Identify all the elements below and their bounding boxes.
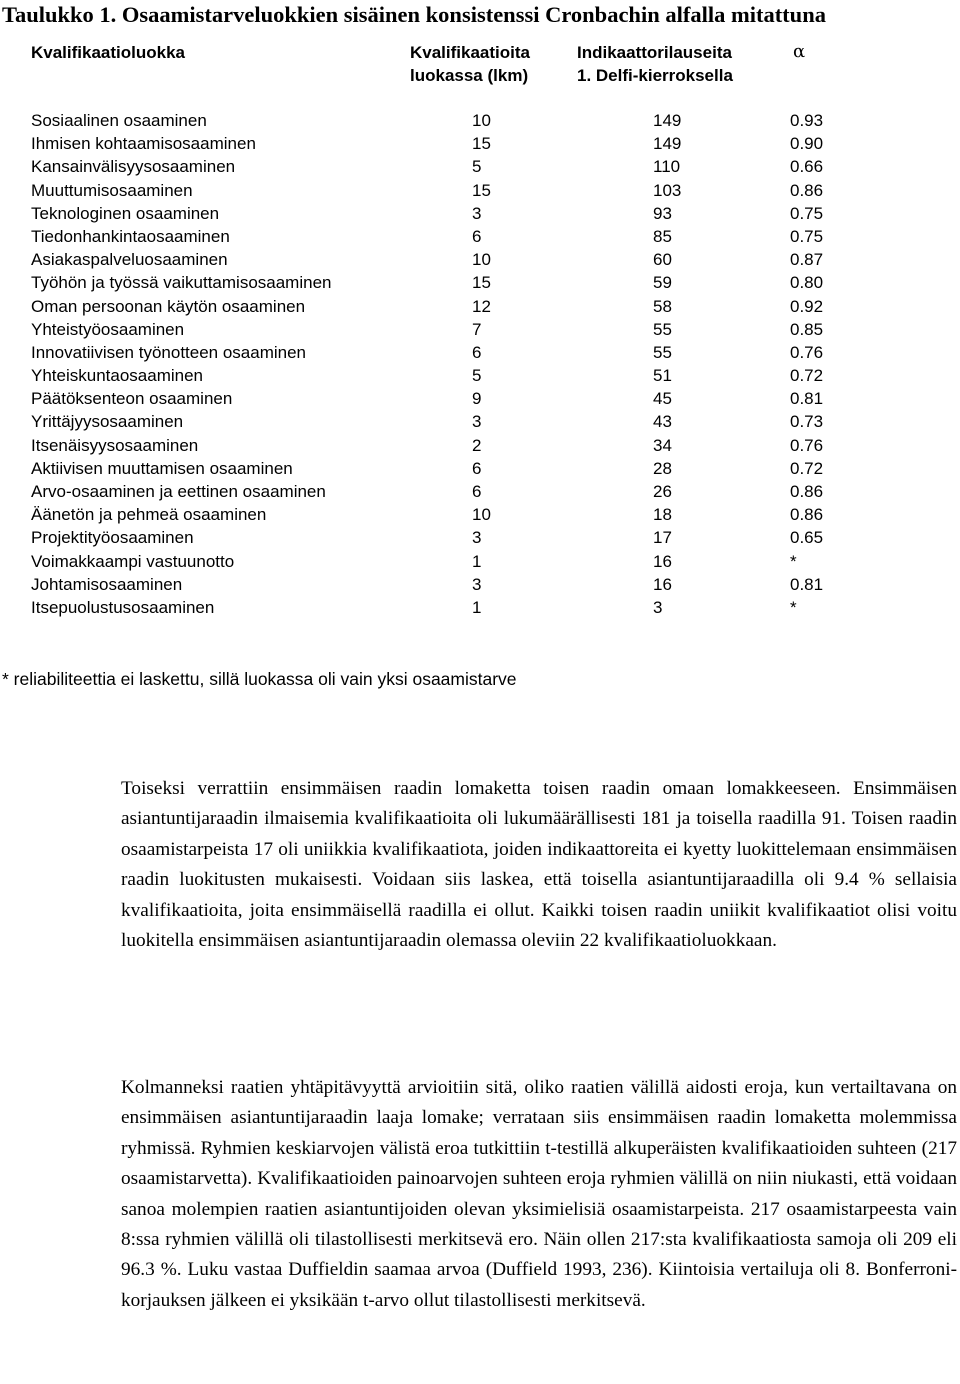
cell-indicators: 58 (653, 296, 672, 316)
table-row (0, 364, 960, 387)
table-body (0, 109, 960, 619)
cell-name: Itsepuolustusosaaminen (31, 597, 215, 617)
table-row (0, 271, 960, 294)
cell-indicators: 26 (653, 482, 672, 501)
cell-alpha: 0.75 (790, 203, 824, 223)
cell-name: Teknologinen osaaminen (31, 203, 220, 223)
cell-indicators: 110 (653, 157, 681, 177)
cell-alpha: 0.85 (790, 319, 824, 339)
cell-name: Työhön ja työssä vaikuttamisosaaminen (31, 273, 332, 293)
cell-name: Ihmisen kohtaamisosaaminen (31, 134, 256, 154)
cell-indicators: 149 (653, 134, 682, 154)
cell-indicators: 93 (653, 203, 672, 223)
cell-indicators: 59 (653, 273, 672, 293)
cell-indicators: 43 (653, 412, 672, 432)
cell-name: Yhteiskuntaosaaminen (31, 366, 204, 386)
cell-alpha: 0.72 (790, 366, 824, 386)
table-row (0, 109, 960, 132)
table-row (0, 295, 960, 318)
cell-count: 6 (472, 458, 482, 478)
cell-count: 2 (472, 435, 482, 455)
cell-count: 3 (472, 574, 482, 594)
cell-indicators: 16 (653, 551, 672, 571)
cell-alpha: 0.81 (790, 574, 824, 594)
cell-alpha: 0.75 (790, 226, 824, 246)
cell-indicators: 45 (653, 389, 672, 409)
cell-name: Voimakkaampi vastuunotto (31, 551, 235, 571)
table-row (0, 573, 960, 596)
cell-name: Kansainvälisyysosaaminen (31, 157, 236, 177)
table-row (0, 318, 960, 341)
cell-alpha: 0.73 (790, 412, 824, 432)
cell-alpha: 0.65 (790, 528, 824, 548)
cell-count: 12 (472, 296, 491, 316)
cell-count: 3 (472, 412, 482, 432)
header-class: Kvalifikaatioluokka (31, 43, 186, 62)
cell-name: Yrittäjyysosaaminen (31, 412, 184, 432)
table-row (0, 596, 960, 619)
cell-count: 10 (472, 505, 491, 525)
table-row (0, 526, 960, 549)
cell-indicators: 28 (653, 458, 672, 478)
cell-count: 15 (472, 273, 491, 293)
cell-indicators: 103 (653, 180, 682, 200)
cell-count: 5 (472, 157, 482, 177)
cell-name: Muuttumisosaaminen (31, 180, 193, 200)
cell-count: 3 (472, 203, 482, 223)
cell-indicators: 85 (653, 226, 672, 246)
cell-indicators: 18 (653, 505, 672, 525)
cell-alpha: 0.81 (790, 389, 824, 409)
cell-indicators: 149 (653, 111, 682, 130)
cell-count: 6 (472, 482, 482, 501)
paragraph-1: Toiseksi verrattiin ensimmäisen raadin lomaketta toisen raadin omaan lomakkeeseen. Ensimmäisen asiantuntijaraadin ilmaisemia kvalifikaatioita oli lukumäärällisesti 181 ja toisella raadilla 91. Toisen raadin osaamistarpeista 17 oli uniikkia kvalifikaatiota, joiden indikaattoreita ei kyetty luokittelemaan ensimmäisen raadin luokitusten mukaisesti. Voidaan siis laskea, että toisella asiantuntijaraadilla oli 9.4 % sellaisia kvalifikaatioita, joita ensimmäisellä raadilla ei ollut. Kaikki toisen raadin uniikit kvalifikaatiot olisi voitu luokitella ensimmäisen asiantuntijaraadin olemassa oleviin 22 kvalifikaatioluokkaan. (121, 778, 957, 952)
cell-count: 1 (472, 597, 482, 617)
table-row (0, 503, 960, 526)
header-count-line2: luokassa (lkm) (410, 66, 529, 85)
table-row (0, 132, 960, 155)
cell-name: Innovatiivisen työnotteen osaaminen (31, 342, 307, 362)
cell-count: 7 (472, 319, 482, 339)
cell-alpha: 0.86 (790, 505, 824, 525)
cell-count: 3 (472, 528, 482, 548)
cell-name: Itsenäisyysosaaminen (31, 435, 199, 455)
table-row (0, 480, 960, 503)
cell-count: 9 (472, 389, 482, 409)
table-caption: Taulukko 1. Osaamistarveluokkien sisäinen konsistenssi Cronbachin alfalla mitattuna (2, 2, 826, 27)
cell-alpha: 0.66 (790, 157, 824, 177)
cell-alpha: 0.92 (790, 296, 824, 316)
cell-indicators: 16 (653, 574, 672, 594)
header-alpha: α (793, 41, 806, 62)
cell-alpha: 0.76 (790, 342, 824, 362)
cell-indicators: 55 (653, 319, 672, 339)
cell-alpha: 0.90 (790, 134, 824, 154)
table-row (0, 457, 960, 480)
cell-indicators: 34 (653, 435, 672, 455)
table-row (0, 434, 960, 457)
cell-indicators: 60 (653, 250, 672, 270)
cell-name: Asiakaspalveluosaaminen (31, 250, 228, 270)
header-count-line1: Kvalifikaatioita (410, 43, 530, 62)
cell-name: Yhteistyöosaaminen (31, 319, 185, 339)
cell-count: 15 (472, 180, 491, 200)
table-row (0, 341, 960, 364)
table-row (0, 225, 960, 248)
cell-alpha: * (790, 597, 797, 617)
cell-count: 10 (472, 111, 491, 130)
cell-count: 15 (472, 134, 491, 154)
footnote: * reliabiliteettia ei laskettu, sillä luokassa oli vain yksi osaamistarve (2, 669, 517, 689)
cell-name: Projektityöosaaminen (31, 528, 194, 548)
cell-count: 5 (472, 366, 482, 386)
cell-name: Arvo-osaaminen ja eettinen osaaminen (31, 482, 326, 501)
header-indicators-line1: Indikaattorilauseita (577, 43, 732, 62)
cell-name: Sosiaalinen osaaminen (31, 111, 207, 130)
table-row (0, 387, 960, 410)
cell-alpha: 0.87 (790, 250, 824, 270)
cell-name: Aktiivisen muuttamisen osaaminen (31, 458, 293, 478)
cell-alpha: 0.80 (790, 273, 824, 293)
cell-count: 6 (472, 226, 482, 246)
cell-count: 6 (472, 342, 482, 362)
cell-alpha: 0.93 (790, 111, 824, 130)
table-row (0, 202, 960, 225)
table-row (0, 155, 960, 178)
cell-alpha: 0.86 (790, 482, 824, 501)
cell-name: Oman persoonan käytön osaaminen (31, 296, 306, 316)
cell-indicators: 3 (653, 597, 663, 617)
cell-count: 10 (472, 250, 491, 270)
table-row (0, 550, 960, 573)
cell-alpha: 0.86 (790, 180, 824, 200)
table-row (0, 410, 960, 433)
header-indicators-line2: 1. Delfi-kierroksella (577, 66, 733, 85)
cell-name: Johtamisosaaminen (31, 574, 183, 594)
cell-name: Päätöksenteon osaaminen (31, 389, 233, 409)
cell-indicators: 17 (653, 528, 672, 548)
cell-indicators: 51 (653, 366, 672, 386)
cell-alpha: * (790, 551, 797, 571)
cell-count: 1 (472, 551, 482, 571)
table-row (0, 179, 960, 202)
table-row (0, 248, 960, 271)
cell-indicators: 55 (653, 342, 672, 362)
paragraph-2: Kolmanneksi raatien yhtäpitävyyttä arvioitiin sitä, oliko raatien välillä aidosti eroja, kun vertailtavana on ensimmäisen asiantuntijaraadin laaja lomake; verrataan siis ensimmäisen raadin lomaketta molemmissa ryhmissä. Ryhmien keskiarvojen välistä eroa tutkittiin t-testillä alkuperäisten kvalifikaatioiden suhteen (217 osaamistarvetta). Kvalifikaatioiden painoarvojen suhteen eroja ryhmien välillä on niin niukasti, että voidaan sanoa molempien raatien asiantuntijoiden olevan yksimielisiä osaamistarpeista. 217 osaamistarpeesta vain 8:ssa ryhmien välillä oli tilastollisesti merkitsevä ero. Näin ollen 217:sta kvalifikaatiosta samoja oli 209 eli 96.3 %. Luku vastaa Duffieldin saamaa arvoa (Duffield 1993, 236). Kiintoisia vertailuja oli 8. Bonferroni-korjauksen jälkeen ei yksikään t-arvo ollut tilastollisesti merkitsevä. (121, 1077, 957, 1311)
cell-alpha: 0.76 (790, 435, 824, 455)
cell-name: Äänetön ja pehmeä osaaminen (31, 505, 267, 525)
cell-alpha: 0.72 (790, 458, 824, 478)
cell-name: Tiedonhankintaosaaminen (31, 226, 230, 246)
